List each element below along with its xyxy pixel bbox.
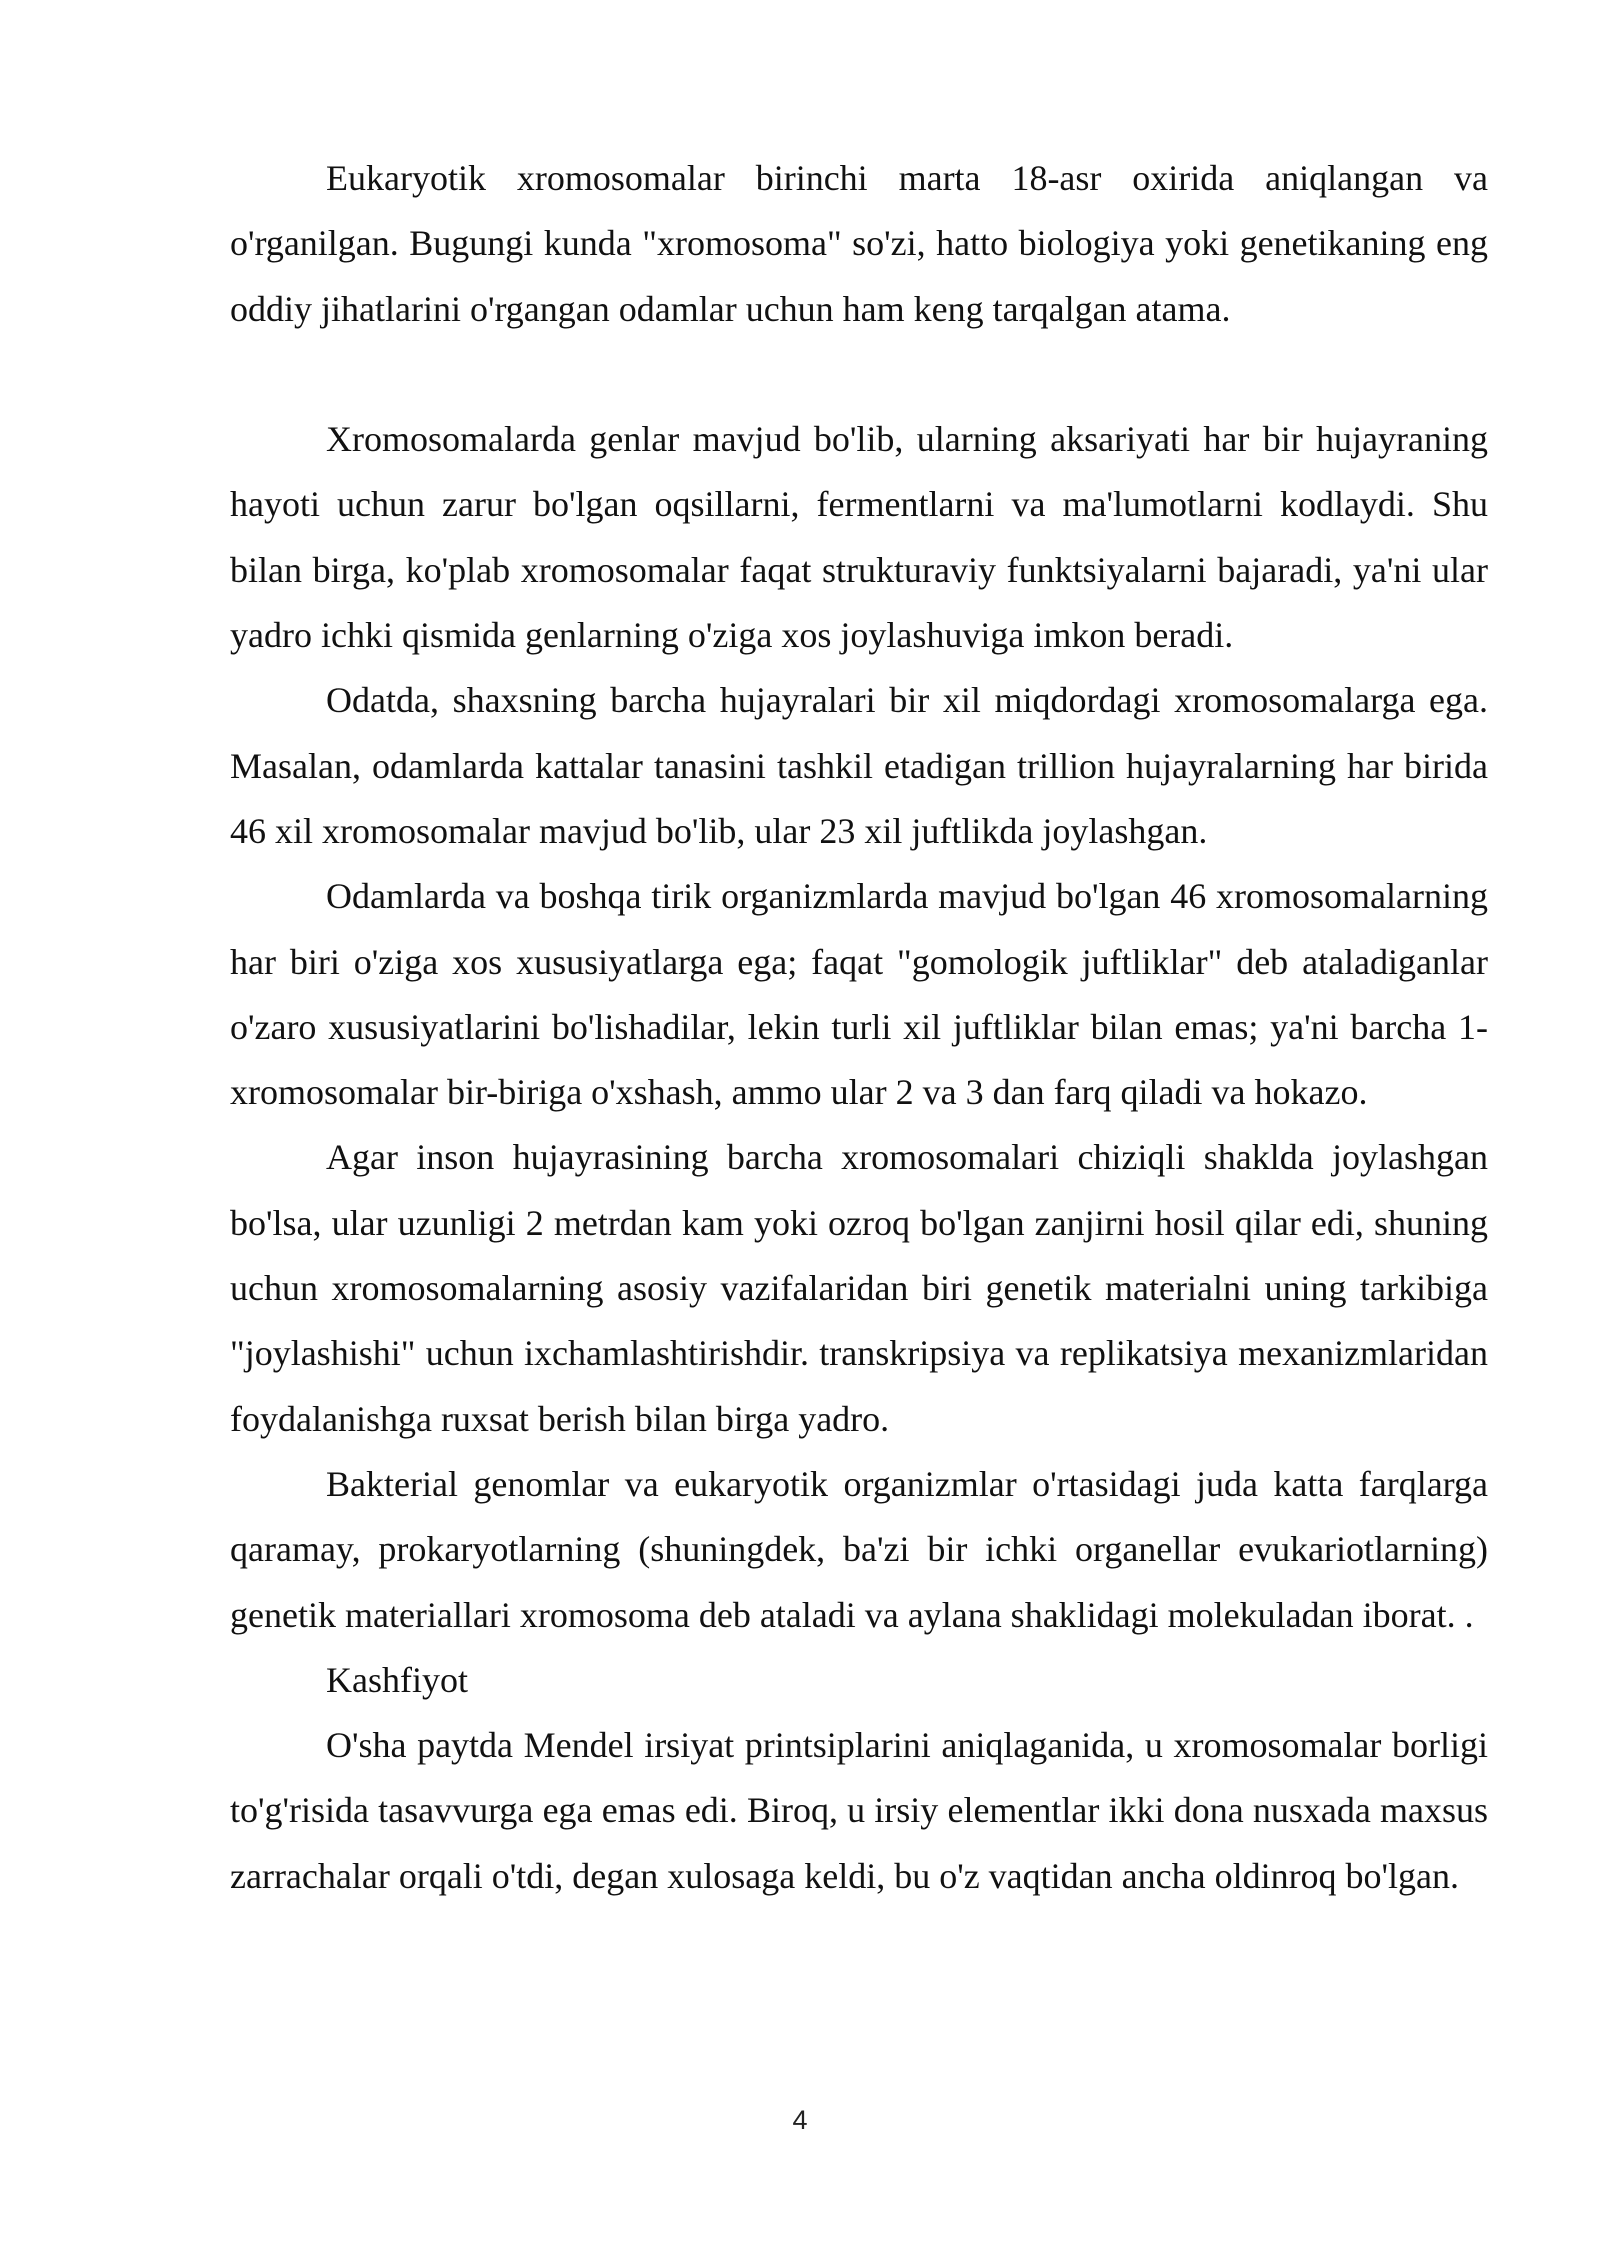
page-number: 4 [792,2105,808,2135]
body-text [230,146,1488,1909]
paragraph-6: Bakterial genomlar va eukaryotik organizmlar o'rtasidagi juda katta farqlarga qaramay, prokaryotlarning (shuningdek, ba'zi bir ichki organellar evukariotlarning) genetik materiallari xromosoma deb ataladi va aylana shaklidagi molekuladan iborat. . [230,1463,1488,1635]
paragraph-5: Agar inson hujayrasining barcha xromosomalari chiziqli shaklda joylashgan bo'lsa, ular uzunligi 2 metrdan kam yoki ozroq bo'lgan zanjirni hosil qilar edi, shuning uchun xromosomalarning asosiy vazifalaridan biri genetik materialni uning tarkibiga "joylashishi" uchun ixchamlashtirishdir. transkripsiya va replikatsiya mexanizmlaridan foydalanishga ruxsat berish bilan birga yadro. [230,1137,1488,1439]
paragraph-1: Eukaryotik xromosomalar birinchi marta 18-asr oxirida aniqlangan va o'rganilgan. Bugungi kunda "xromosoma" so'zi, hatto biologiya yoki genetikaning eng oddiy jihatlarini o'rgangan odamlar uchun ham keng tarqalgan atama. [230,158,1488,329]
paragraph-7: O'sha paytda Mendel irsiyat printsiplarini aniqlaganida, u xromosomalar borligi to'g'risida tasavvurga ega emas edi. Biroq, u irsiy elementlar ikki dona nusxada maxsus zarrachalar orqali o'tdi, degan xulosaga keldi, bu o'z vaqtidan ancha oldinroq bo'lgan. [230,1725,1488,1896]
paragraph-4: Odamlarda va boshqa tirik organizmlarda mavjud bo'lgan 46 xromosomalarning har biri o'ziga xos xususiyatlarga ega; faqat "gomologik juftliklar" deb ataladiganlar o'zaro xususiyatlarini bo'lishadilar, lekin turli xil juftliklar bilan emas; ya'ni barcha 1-xromosomalar bir-biriga o'xshash, ammo ular 2 va 3 dan farq qiladi va hokazo. [230,876,1488,1113]
paragraph-3: Odatda, shaxsning barcha hujayralari bir xil miqdordagi xromosomalarga ega. Masalan, odamlarda kattalar tanasini tashkil etadigan trillion hujayralarning har birida 46 xil xromosomalar mavjud bo'lib, ular 23 xil juftlikda joylashgan. [230,680,1488,851]
paragraph-2: Xromosomalarda genlar mavjud bo'lib, ularning aksariyati har bir hujayraning hayoti uchun zarur bo'lgan oqsillarni, fermentlarni va ma'lumotlarni kodlaydi. Shu bilan birga, ko'plab xromosomalar faqat strukturaviy funktsiyalarni bajaradi, ya'ni ular yadro ichki qismida genlarning o'ziga xos joylashuviga imkon beradi. [230,419,1488,656]
section-heading: Kashfiyot [326,1659,468,1700]
